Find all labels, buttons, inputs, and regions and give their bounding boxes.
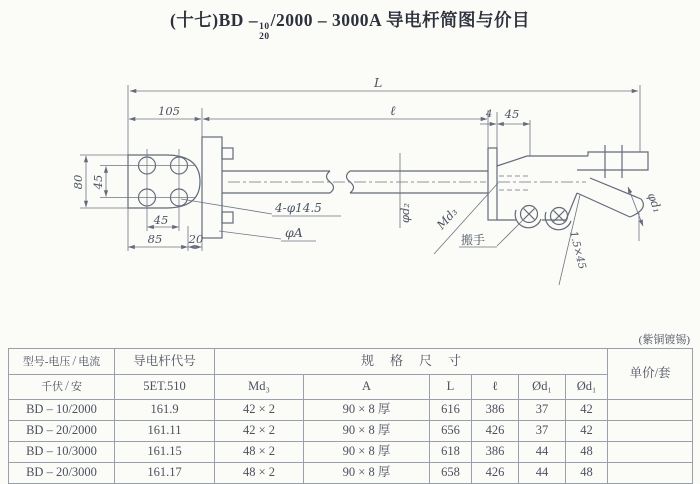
dim-85: 85 [147,232,163,246]
cell-L: 618 [430,442,472,463]
header-model-voltage-current [9,349,115,375]
cell-model: BD – 10/3000 [9,442,115,463]
label-chamfer: 1.5×45 [567,229,589,271]
table-row [9,421,693,442]
dim-105: 105 [158,104,180,118]
part-outline [128,137,648,238]
fraction-top: 10 [259,22,270,32]
dim-4: 4 [485,109,493,120]
header-unit-price: 单价/套 [608,349,693,400]
cell-model: BD – 20/2000 [9,421,115,442]
cell-A: 90 × 8 厚 [304,421,430,442]
dim-ell: ℓ [390,104,396,119]
cell-d1b: 42 [566,400,608,421]
cell-md3: 48 × 2 [215,442,304,463]
label-phid2: φd₂ [398,202,412,224]
cell-ell: 426 [472,421,519,442]
cell-ell: 386 [472,400,519,421]
header-kilovolt: 千伏 [41,381,64,394]
cell-L: 656 [430,421,472,442]
cell-code: 161.15 [115,442,215,463]
dim-45-left: 45 [91,174,105,190]
cell-model: BD – 10/2000 [9,400,115,421]
cell-code: 161.9 [115,400,215,421]
cell-md3: 42 × 2 [215,400,304,421]
title-prefix: (十七)BD – [169,10,259,30]
center-lines [100,149,586,231]
header-model-voltage: 型号-电压 [22,355,71,368]
header-md3: Md₃ [215,375,304,400]
header-row-1 [9,349,693,375]
header-code-value: 5ET.510 [115,375,215,400]
cell-ell: 386 [472,442,519,463]
label-phid1: φd₁ [644,190,665,215]
label-md3: Md₃ [433,204,461,232]
dim-45-bottom: 45 [153,213,169,227]
fraction-bottom: 20 [259,31,270,42]
cell-d1: 44 [519,442,566,463]
cell-model: BD – 20/3000 [9,463,115,484]
label-phiA: φA [285,225,303,240]
dimension-labels [71,75,665,271]
header-current: 电流 [78,355,101,368]
header-ampere: 安 [70,381,82,394]
header-d1: Ød₁ [519,375,566,400]
dim-L: L [374,75,383,90]
label-holes: 4-φ14.5 [275,201,322,215]
cell-code: 161.17 [115,463,215,484]
table-row [9,442,693,463]
dim-80: 80 [71,174,85,190]
diagonal-divider: / [72,353,77,369]
cell-d1b: 48 [566,463,608,484]
spec-price-table [8,348,693,484]
diagonal-divider: / [65,379,69,395]
cell-A: 90 × 8 厚 [304,463,430,484]
label-wrench: 搬手 [461,233,486,247]
cell-ell: 426 [472,463,519,484]
cell-d1: 44 [519,463,566,484]
cell-price [608,421,693,442]
cell-md3: 48 × 2 [215,463,304,484]
cell-A: 90 × 8 厚 [304,400,430,421]
cell-price [608,442,693,463]
dim-45-top: 45 [504,107,520,121]
header-spec-dims: 规格尺寸 [215,349,608,375]
header-row-2 [9,375,693,400]
cell-price [608,400,693,421]
cell-price [608,463,693,484]
header-rod-code: 导电杆代号 [115,349,215,375]
title-suffix: /2000 – 3000A 导电杆简图与价目 [270,10,530,30]
cell-d1b: 42 [566,421,608,442]
cell-d1: 37 [519,421,566,442]
header-ell: ℓ [472,375,519,400]
cell-md3: 42 × 2 [215,421,304,442]
header-kv-a [9,375,115,400]
dim-20: 20 [188,232,204,246]
cell-A: 90 × 8 厚 [304,442,430,463]
cell-L: 658 [430,463,472,484]
header-d1b: Ød₁ [566,375,608,400]
material-note: (紫铜镀锡) [638,334,690,346]
header-A: A [304,375,430,400]
cell-code: 161.11 [115,421,215,442]
cell-d1: 37 [519,400,566,421]
cell-d1b: 48 [566,442,608,463]
table-row [9,400,693,421]
cell-L: 616 [430,400,472,421]
header-L: L [430,375,472,400]
table-row [9,463,693,484]
